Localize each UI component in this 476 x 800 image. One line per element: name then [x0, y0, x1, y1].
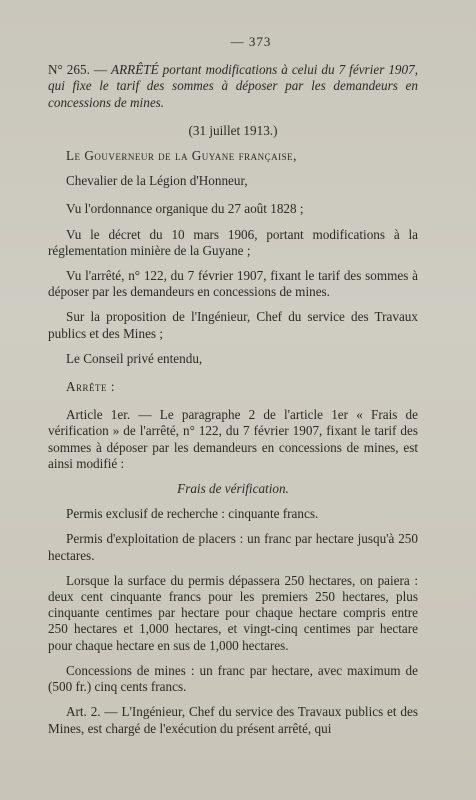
authority-governor: Le Gouverneur de la Guyane française, — [66, 148, 297, 164]
consideration-arrete: Vu l'arrêté, n° 122, du 7 février 1907, fixant le tarif des sommes à déposer par les demandeurs en concessions de mines. — [48, 268, 418, 300]
authority-chevalier: Chevalier de la Légion d'Honneur, — [66, 173, 248, 189]
decree-arrete-word: ARRÊTÉ — [111, 62, 159, 78]
decree-title-text: portant modifications à celui du 7 février 1907, qui fixe le tarif des sommes à déposer par les demandeurs en concessions de mines. — [48, 62, 418, 110]
consideration-conseil: Le Conseil privé entendu, — [66, 350, 203, 366]
consideration-decret: Vu le décret du 10 mars 1906, portant modifications à la réglementation minière de la Guyane ; — [48, 226, 418, 258]
consideration-proposition: Sur la proposition de l'Ingénieur, Chef du service des Travaux publics et des Mines ; — [48, 309, 418, 341]
decree-title — [48, 62, 418, 111]
subheading-frais: Frais de vérification. — [177, 481, 289, 497]
page-number: — 373 — [230, 34, 272, 49]
item-surface: Lorsque la surface du permis dépassera 250 hectares, on paiera : deux cent cinquante francs pour les premiers 250 hectares, plus cinquante centimes par hectare pour chaque hectare compris entre 250 hectares et 1,000 hectares, et vingt-cinq centimes par hectare pour chaque hectare en sus de 1,000 hectares. — [48, 572, 418, 653]
article-1: Article 1er. — Le paragraphe 2 de l'article 1er « Frais de vérification » de l'arrêté, n° 122, du 7 février 1907, fixant le tarif des sommes à déposer par les demandeurs en concessions de mines, est ainsi modifié : — [48, 407, 418, 471]
page-text — [48, 34, 418, 737]
decree-number: N° 265. — [48, 62, 90, 78]
consideration-ordonnance: Vu l'ordonnance organique du 27 août 1828 ; — [66, 201, 304, 217]
item-permis-exploitation: Permis d'exploitation de placers : un franc par hectare jusqu'à 250 hectares. — [48, 531, 418, 563]
arrete-heading: Arrête : — [66, 379, 115, 395]
item-concessions: Concessions de mines : un franc par hectare, avec maximum de (500 fr.) cinq cents francs. — [48, 662, 418, 695]
decree-date: (31 juillet 1913.) — [188, 122, 278, 138]
article-2: Art. 2. — L'Ingénieur, Chef du service des Travaux publics et des Mines, est chargé de l'exécution du présent arrêté, qui — [48, 704, 418, 736]
title-dash: — — [89, 62, 112, 78]
item-permis-recherche: Permis exclusif de recherche : cinquante francs. — [66, 506, 319, 522]
